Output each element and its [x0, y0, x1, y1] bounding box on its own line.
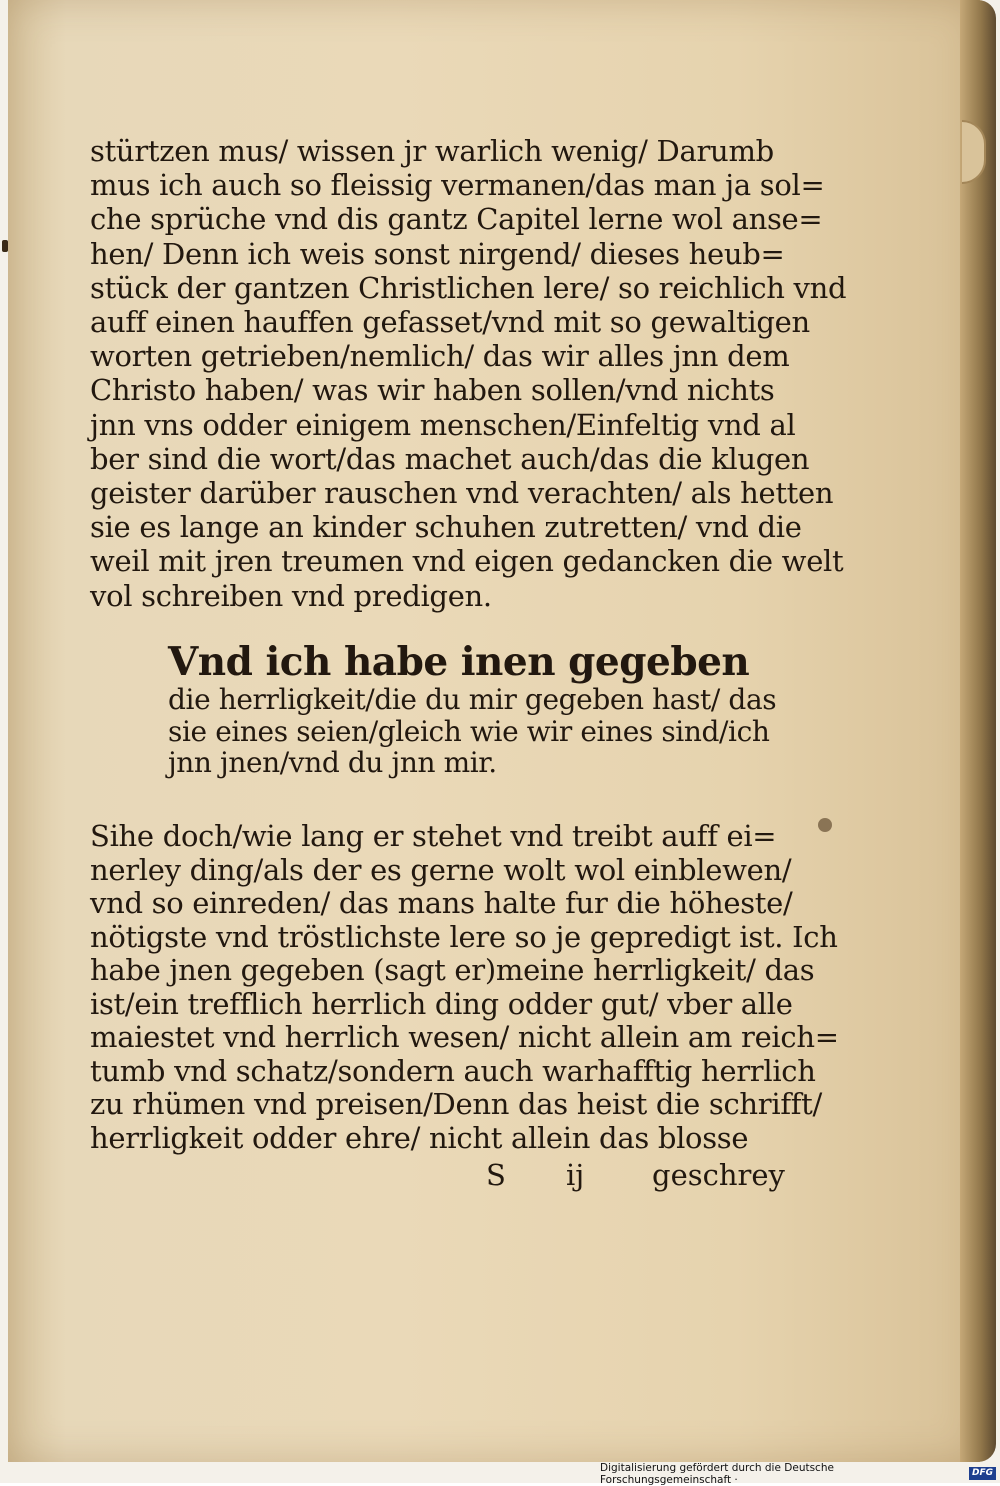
text-line: Sihe doch/wie lang er stehet vnd treibt auff ei=	[90, 819, 777, 853]
text-line: mus ich auch so fleissig vermanen/das man ja sol=	[90, 168, 825, 203]
page-number: ij	[566, 1158, 585, 1192]
binding-mark	[2, 240, 8, 252]
text-line: habe jnen gegeben (sagt er)meine herrligkeit/ das	[90, 953, 815, 987]
text-line: nerley ding/als der es gerne wolt wol einblewen/	[90, 852, 792, 887]
text-line: vnd so einreden/ das mans halte fur die höheste/	[90, 886, 793, 920]
text-line: auff einen hauffen gefasset/vnd mit so gewaltigen	[90, 305, 810, 340]
text-line: worten getrieben/nemlich/ das wir alles jnn dem	[90, 339, 790, 374]
text-line: maiestet vnd herrlich wesen/ nicht allein am reich=	[90, 1020, 839, 1054]
text-line: Christo haben/ was wir haben sollen/vnd nichts	[90, 373, 775, 408]
page-edge	[960, 0, 996, 1462]
catchword: geschrey	[652, 1158, 785, 1192]
text-line: hen/ Denn ich weis sonst nirgend/ dieses heub=	[90, 236, 785, 271]
footer-text: Digitalisierung gefördert durch die Deutsche Forschungsgemeinschaft ·	[600, 1461, 834, 1486]
text-line: vol schreiben vnd predigen.	[90, 578, 492, 613]
text-line: nötigste vnd tröstlichste lere so je gepredigt ist. Ich	[90, 919, 838, 954]
text-line: ist/ein trefflich herrlich ding odder gut/ vber alle	[90, 986, 793, 1021]
paper-stain	[818, 818, 832, 832]
text-line: weil mit jren treumen vnd eigen gedancken die welt	[90, 544, 844, 579]
verse-line: jnn jnen/vnd du jnn mir.	[168, 746, 497, 779]
verse-heading: Vnd ich habe inen gegeben	[168, 639, 750, 685]
paragraph-2	[90, 819, 839, 1155]
verse-text	[168, 683, 777, 779]
digitization-footer	[600, 1461, 1000, 1486]
verse-line: sie eines seien/gleich wie wir eines sind/ich	[168, 714, 770, 748]
text-line: tumb vnd schatz/sondern auch warhafftig herrlich	[90, 1053, 816, 1088]
text-line: geister darüber rauschen vnd verachten/ als hetten	[90, 476, 834, 511]
signature-mark: S	[486, 1158, 506, 1192]
text-line: stürtzen mus/ wissen jr warlich wenig/ Darumb	[90, 134, 774, 168]
verse-line: die herrligkeit/die du mir gegeben hast/ das	[168, 683, 777, 716]
text-line: herrligkeit odder ehre/ nicht allein das blosse	[90, 1120, 749, 1155]
text-line: jnn vns odder einigem menschen/Einfeltig vnd al	[90, 407, 796, 442]
text-line: stück der gantzen Christlichen lere/ so reichlich vnd	[90, 270, 847, 305]
dfg-logo-icon: DFG	[969, 1467, 996, 1480]
text-line: ber sind die wort/das machet auch/das die klugen	[90, 441, 810, 476]
text-line: zu rhümen vnd preisen/Denn das heist die schrifft/	[90, 1087, 823, 1121]
text-line: sie es lange an kinder schuhen zutretten/ vnd die	[90, 510, 802, 545]
text-line: che sprüche vnd dis gantz Capitel lerne wol anse=	[90, 202, 823, 237]
paragraph-1	[90, 134, 847, 613]
